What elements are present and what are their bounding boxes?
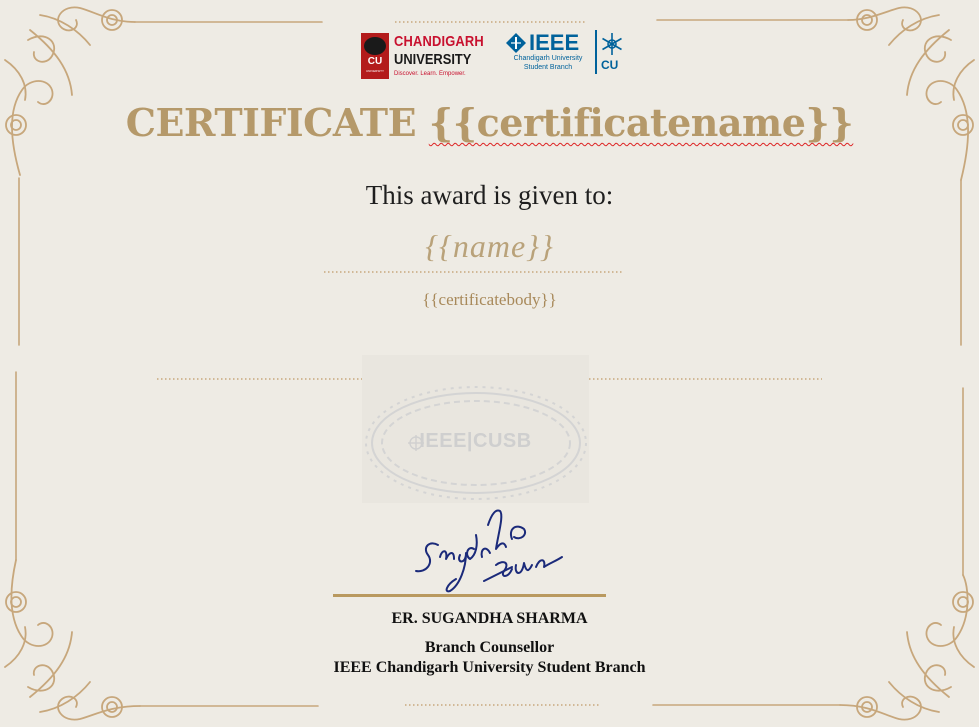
cu-badge-letters: CU (367, 56, 383, 67)
laurel-wreath-icon (362, 355, 589, 503)
signer-organization: IEEE Chandigarh University Student Branch (333, 659, 646, 676)
chandigarh-university-logo (361, 33, 489, 79)
ieee-divider (595, 30, 597, 74)
corner-ornament-tl (5, 7, 135, 175)
ieee-cu-suffix: CU (601, 58, 619, 72)
certificate-title (0, 100, 979, 145)
signer-role: Branch Counsellor (424, 639, 555, 656)
ieee-wordmark: IEEE (529, 30, 580, 55)
certificate-body: {{certificatebody}} (422, 290, 557, 309)
title-prefix: CERTIFICATE (125, 100, 417, 145)
recipient-name: {{name}} (425, 228, 554, 264)
signer-name: ER. SUGANDHA SHARMA (391, 610, 588, 627)
cu-badge-icon (361, 33, 389, 79)
corner-ornament-tr (848, 7, 974, 180)
ieee-sub-line2: Student Branch (523, 64, 573, 71)
ieee-diamond-icon (505, 32, 527, 54)
signature-icon (400, 505, 575, 595)
cu-badge-small-text: UNIVERSITY (365, 69, 384, 73)
snowflake-icon (600, 32, 624, 56)
given-to-label: This award is given to: (365, 180, 614, 210)
watermark-text: IEEE|CUSB (419, 430, 532, 452)
watermark-seal (362, 355, 589, 503)
title-placeholder: {{certificatename}} (428, 100, 854, 145)
cu-name-line2: UNIVERSITY (394, 51, 472, 68)
ieee-cusb-logo (505, 28, 627, 76)
ieee-sub-line1: Chandigarh University (513, 55, 583, 62)
cu-name-line1: CHANDIGARH (394, 33, 484, 50)
cu-emblem-icon (364, 37, 386, 55)
cu-tagline: Discover. Learn. Empower. (394, 71, 466, 77)
